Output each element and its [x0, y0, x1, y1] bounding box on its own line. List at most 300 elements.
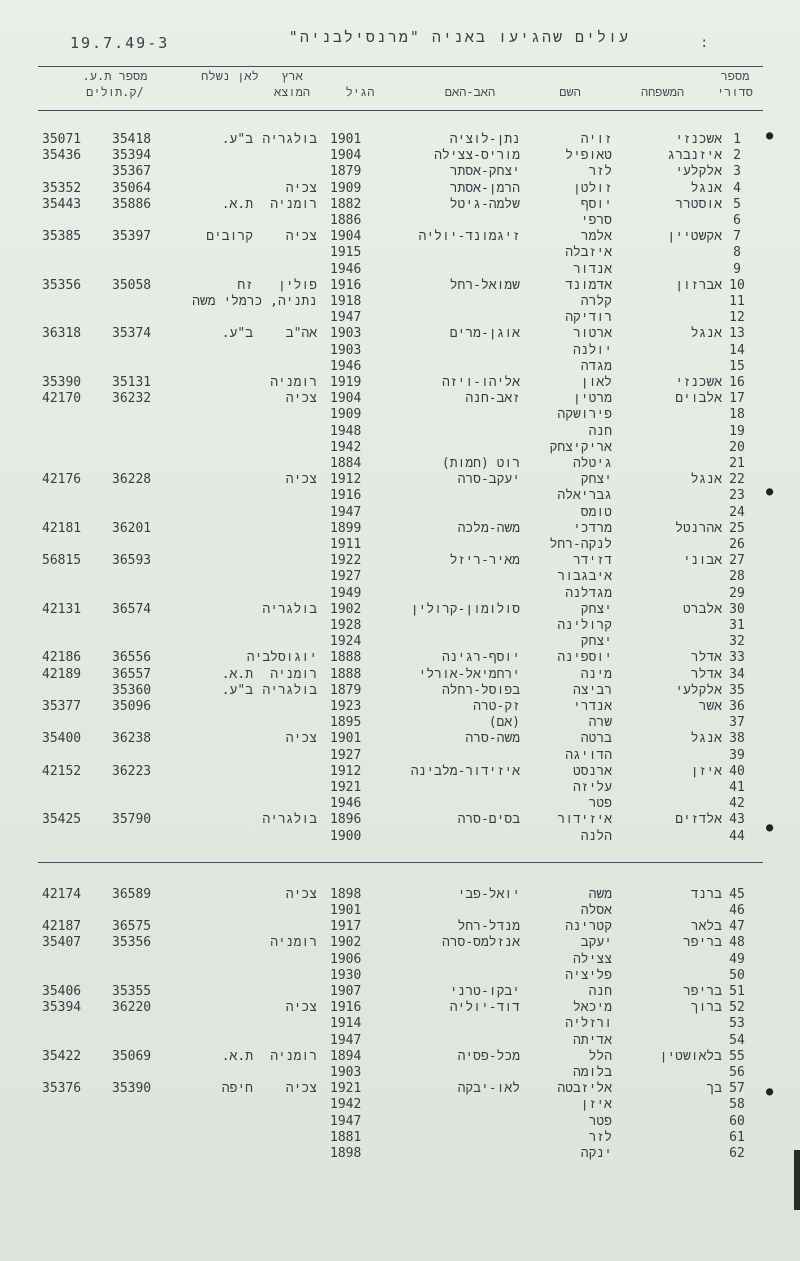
- header-rule: [38, 110, 763, 111]
- row-te-number: 35069: [112, 1048, 152, 1064]
- row-serial: 55: [729, 1048, 745, 1064]
- row-serial: 61: [729, 1129, 745, 1145]
- table-row: [0, 602, 800, 618]
- row-te-number: 36201: [112, 520, 152, 536]
- table-row: [0, 245, 800, 261]
- row-first-name: יצחק: [580, 472, 612, 488]
- row-parents: יעקב-סרה: [457, 472, 520, 488]
- row-first-name: בלומה: [572, 1065, 612, 1080]
- row-first-name: גיטלה: [572, 456, 612, 471]
- row-birth-year: 1948: [330, 423, 362, 439]
- row-serial: 50: [729, 967, 745, 983]
- row-kt-number: 42152: [42, 763, 82, 779]
- row-serial: 6: [733, 213, 741, 228]
- row-te-number: 35394: [112, 148, 152, 164]
- row-family-name: אלקלעי: [675, 682, 722, 698]
- row-kt-number: 35352: [42, 180, 82, 196]
- table-row: [0, 829, 800, 845]
- row-first-name: הלנה: [580, 828, 612, 844]
- row-serial: 36: [729, 699, 745, 714]
- row-birth-year: 1928: [330, 618, 362, 633]
- row-family-name: אדלר: [690, 650, 722, 666]
- row-serial: 13: [729, 326, 745, 342]
- row-kt-number: 42181: [42, 520, 82, 536]
- row-kt-number: 35394: [42, 1000, 82, 1016]
- row-te-number: 36589: [112, 886, 152, 902]
- row-country: נתניה, כרמלי משה: [192, 294, 317, 309]
- row-serial: 2: [733, 148, 741, 164]
- row-first-name: יוסף: [580, 196, 612, 212]
- row-destination: ת.א.: [221, 666, 253, 682]
- row-family-name: אשכנזי: [675, 375, 722, 390]
- row-serial: 11: [729, 294, 745, 309]
- row-first-name: אריקיצחק: [549, 439, 612, 455]
- table-row: [0, 181, 800, 197]
- row-first-name: זולטן: [572, 180, 612, 196]
- table-row: [0, 903, 800, 919]
- row-birth-year: 1904: [330, 148, 362, 164]
- row-first-name: פירושקה: [557, 407, 612, 423]
- col-header-departure: לאן נשלח: [201, 69, 259, 83]
- row-parents: יוסף-רגינה: [441, 650, 520, 666]
- row-kt-number: 35406: [42, 984, 82, 999]
- row-first-name: טאופיל: [565, 148, 612, 164]
- row-family-name: אהרנטל: [675, 520, 722, 536]
- row-birth-year: 1901: [330, 731, 362, 747]
- table-row: [0, 488, 800, 504]
- row-destination: ת.א.: [221, 196, 253, 212]
- row-destination: ת.א.: [221, 1048, 253, 1064]
- row-serial: 26: [729, 537, 745, 552]
- row-birth-year: 1947: [330, 1032, 362, 1048]
- table-row: [0, 1065, 800, 1081]
- row-first-name: יולנה: [572, 342, 612, 358]
- row-kt-number: 42186: [42, 650, 82, 666]
- row-serial: 54: [729, 1032, 745, 1048]
- table-row: [0, 326, 800, 342]
- row-first-name: אסלה: [580, 903, 612, 918]
- row-birth-year: 1923: [330, 699, 362, 714]
- row-kt-number: 42131: [42, 601, 82, 617]
- table-row: [0, 148, 800, 164]
- row-country: בולגריה: [262, 812, 317, 828]
- col-header-country: ארץ המוצא: [273, 69, 310, 99]
- row-parents: הרמן-אסתר: [449, 180, 520, 196]
- row-serial: 15: [729, 358, 745, 374]
- row-serial: 32: [729, 634, 745, 650]
- table-row: [0, 650, 800, 666]
- row-birth-year: 1896: [330, 812, 362, 828]
- row-parents: יצחק-אסתר: [449, 164, 520, 180]
- table-row: [0, 1146, 800, 1162]
- row-te-number: 35355: [112, 984, 152, 999]
- row-first-name: הדויגה: [565, 747, 612, 763]
- row-parents: לאו-יבקה: [457, 1081, 520, 1097]
- row-parents: אוגן-מרים: [449, 326, 520, 342]
- row-birth-year: 1912: [330, 763, 362, 779]
- row-first-name: זויה: [580, 132, 612, 147]
- row-first-name: ברטה: [580, 731, 612, 747]
- row-serial: 18: [729, 407, 745, 423]
- row-family-name: אברזון: [675, 277, 722, 293]
- row-country: בולגריה: [262, 601, 317, 617]
- row-serial: 45: [729, 886, 745, 902]
- row-family-name: בלאושטין: [659, 1048, 722, 1064]
- row-country: רומניה: [270, 935, 317, 951]
- row-birth-year: 1916: [330, 488, 362, 504]
- row-country: רומניה: [270, 196, 317, 212]
- row-first-name: רודיקה: [565, 310, 612, 326]
- row-serial: 52: [729, 1000, 745, 1016]
- row-family-name: אלברט: [682, 601, 722, 617]
- row-serial: 34: [729, 666, 745, 682]
- row-te-number: 35397: [112, 229, 152, 245]
- row-parents: משה-סרה: [465, 731, 520, 747]
- row-birth-year: 1942: [330, 439, 362, 455]
- row-family-name: אנגל: [690, 180, 722, 196]
- row-family-name: אשכנזי: [675, 132, 722, 147]
- row-birth-year: 1921: [330, 780, 362, 795]
- row-family-name: בריפר: [682, 935, 722, 951]
- row-serial: 27: [729, 553, 745, 569]
- row-country: רומניה: [270, 375, 317, 390]
- row-birth-year: 1946: [330, 358, 362, 374]
- row-family-name: איזן: [690, 763, 722, 779]
- row-country: בולגריה: [262, 682, 317, 698]
- table-row: [0, 569, 800, 585]
- row-birth-year: 1894: [330, 1048, 362, 1064]
- row-first-name: פטר: [588, 796, 612, 812]
- row-serial: 28: [729, 569, 745, 585]
- row-serial: 31: [729, 618, 745, 633]
- row-parents: מנדל-רחל: [457, 919, 520, 935]
- row-birth-year: 1947: [330, 504, 362, 520]
- row-serial: 46: [729, 903, 745, 918]
- row-parents: מאיר-ריזל: [449, 553, 520, 569]
- row-te-number: 36556: [112, 650, 152, 666]
- table-row: [0, 197, 800, 213]
- row-te-number: 36232: [112, 391, 152, 407]
- row-birth-year: 1946: [330, 796, 362, 812]
- row-birth-year: 1947: [330, 310, 362, 326]
- row-birth-year: 1903: [330, 326, 362, 342]
- row-first-name: חנה: [588, 423, 612, 439]
- col-header-family: המשפחה: [640, 85, 685, 99]
- row-first-name: מגדלנה: [565, 585, 612, 601]
- row-first-name: משה: [588, 886, 612, 902]
- row-serial: 60: [729, 1113, 745, 1129]
- scan-edge: [794, 1150, 800, 1210]
- row-te-number: 35058: [112, 277, 152, 293]
- row-birth-year: 1884: [330, 456, 362, 471]
- row-kt-number: 35071: [42, 132, 82, 147]
- row-parents: משה-מלכה: [457, 520, 520, 536]
- row-birth-year: 1909: [330, 180, 362, 196]
- row-first-name: איבגבור: [557, 569, 612, 585]
- row-te-number: 36574: [112, 601, 152, 617]
- row-birth-year: 1901: [330, 132, 362, 147]
- table-row: [0, 699, 800, 715]
- table-row: [0, 472, 800, 488]
- table-row: [0, 391, 800, 407]
- row-kt-number: 42189: [42, 666, 82, 682]
- table-row: [0, 359, 800, 375]
- row-serial: 41: [729, 780, 745, 795]
- col-header-serial: מספר סדורי: [716, 69, 753, 99]
- row-first-name: לזר: [588, 164, 612, 180]
- row-serial: 30: [729, 601, 745, 617]
- table-row: [0, 407, 800, 423]
- row-birth-year: 1907: [330, 984, 362, 999]
- row-serial: 19: [729, 423, 745, 439]
- row-first-name: אלמר: [580, 229, 612, 245]
- row-birth-year: 1902: [330, 935, 362, 951]
- row-first-name: מגדה: [580, 358, 612, 374]
- row-te-number: 35360: [112, 682, 152, 698]
- row-te-number: 36593: [112, 553, 152, 569]
- row-family-name: אלדזים: [675, 812, 722, 828]
- row-birth-year: 1949: [330, 585, 362, 601]
- row-country: אה"ב: [285, 326, 317, 342]
- row-parents: רוט (חמות): [441, 456, 520, 471]
- row-serial: 35: [729, 682, 745, 698]
- row-serial: 44: [729, 828, 745, 844]
- row-serial: 53: [729, 1016, 745, 1032]
- table-row: [0, 213, 800, 229]
- row-serial: 37: [729, 715, 745, 731]
- row-kt-number: 35377: [42, 699, 82, 714]
- col-header-age: הגיל: [345, 85, 375, 99]
- row-birth-year: 1912: [330, 472, 362, 488]
- row-te-number: 36220: [112, 1000, 152, 1016]
- row-serial: 58: [729, 1097, 745, 1113]
- row-serial: 49: [729, 951, 745, 967]
- row-birth-year: 1942: [330, 1097, 362, 1113]
- table-row: [0, 1081, 800, 1097]
- row-birth-year: 1904: [330, 229, 362, 245]
- row-birth-year: 1927: [330, 569, 362, 585]
- row-first-name: ורזליה: [565, 1016, 612, 1032]
- row-country: צכיה: [285, 391, 317, 407]
- row-family-name: בך: [706, 1081, 722, 1097]
- row-serial: 20: [729, 439, 745, 455]
- table-row: [0, 343, 800, 359]
- row-birth-year: 1906: [330, 951, 362, 967]
- row-serial: 51: [729, 984, 745, 999]
- row-birth-year: 1902: [330, 601, 362, 617]
- row-first-name: טומס: [580, 504, 612, 520]
- row-te-number: 35096: [112, 699, 152, 714]
- row-first-name: ארטור: [572, 326, 612, 342]
- row-serial: 7: [733, 229, 741, 245]
- table-row: [0, 310, 800, 326]
- table-row: [0, 935, 800, 951]
- table-row: [0, 683, 800, 699]
- row-te-number: 35418: [112, 132, 152, 147]
- row-first-name: דזידר: [572, 553, 612, 569]
- row-first-name: אדמונד: [565, 277, 612, 293]
- row-parents: יואל-פבי: [457, 886, 520, 902]
- row-birth-year: 1898: [330, 886, 362, 902]
- row-parents: ירחמיאל-אורלי: [418, 666, 520, 682]
- header-date: 19.7.49-3: [70, 34, 170, 52]
- row-serial: 43: [729, 812, 745, 828]
- row-birth-year: 1916: [330, 277, 362, 293]
- row-parents: יבקו-טרני: [449, 984, 520, 999]
- row-parents: אליהו-ויזה: [441, 375, 520, 390]
- row-serial: 48: [729, 935, 745, 951]
- row-parents: זיגמונד-יוליה: [418, 229, 520, 245]
- header-title: עולים שהגיעו באניה "מרנסילבניה": [288, 28, 630, 46]
- row-parents: סולומון-קרולין: [410, 601, 520, 617]
- row-parents: בסים-סרה: [457, 812, 520, 828]
- row-serial: 14: [729, 342, 745, 358]
- row-first-name: איזידור: [557, 812, 612, 828]
- row-family-name: אלבוים: [675, 391, 722, 407]
- row-first-name: גבריאלה: [557, 488, 612, 504]
- row-birth-year: 1888: [330, 666, 362, 682]
- row-te-number: 35886: [112, 196, 152, 212]
- row-te-number: 36238: [112, 731, 152, 747]
- row-birth-year: 1903: [330, 342, 362, 358]
- row-serial: 22: [729, 472, 745, 488]
- row-first-name: מינה: [580, 666, 612, 682]
- table-row: [0, 715, 800, 731]
- row-family-name: אנגל: [690, 326, 722, 342]
- row-serial: 17: [729, 391, 745, 407]
- row-destination: ב"ע.: [221, 132, 253, 147]
- row-country: צכיה: [285, 1000, 317, 1016]
- row-first-name: אליזבטה: [557, 1081, 612, 1097]
- row-birth-year: 1900: [330, 828, 362, 844]
- row-first-name: אנדרי: [572, 699, 612, 714]
- table-row: [0, 764, 800, 780]
- row-first-name: לאון: [580, 375, 612, 390]
- row-first-name: עליזה: [572, 780, 612, 795]
- row-destination: חיפה: [221, 1081, 253, 1097]
- row-first-name: סרפי: [580, 213, 612, 228]
- hole-punch-mark: ●: [766, 1084, 774, 1098]
- top-rule: [38, 66, 763, 67]
- hole-punch-mark: ●: [766, 128, 774, 142]
- table-row: [0, 731, 800, 747]
- row-serial: 39: [729, 747, 745, 763]
- table-row: [0, 278, 800, 294]
- row-birth-year: 1922: [330, 553, 362, 569]
- table-row: [0, 440, 800, 456]
- row-first-name: איזן: [580, 1097, 612, 1113]
- row-first-name: חנה: [588, 984, 612, 999]
- row-first-name: פטר: [588, 1113, 612, 1129]
- row-birth-year: 1918: [330, 294, 362, 309]
- row-first-name: קלרה: [580, 294, 612, 309]
- col-header-numbers: מספר ת.ע. /ק.תולים: [82, 69, 148, 99]
- row-birth-year: 1895: [330, 715, 362, 731]
- row-te-number: 36575: [112, 919, 152, 935]
- row-family-name: אלקלעי: [675, 164, 722, 180]
- row-birth-year: 1909: [330, 407, 362, 423]
- row-te-number: 35790: [112, 812, 152, 828]
- row-kt-number: 35436: [42, 148, 82, 164]
- row-kt-number: 56815: [42, 553, 82, 569]
- row-family-name: ברוך: [690, 1000, 722, 1016]
- row-kt-number: 42187: [42, 919, 82, 935]
- row-first-name: מיכאל: [572, 1000, 612, 1016]
- row-first-name: הלל: [588, 1048, 612, 1064]
- row-kt-number: 35400: [42, 731, 82, 747]
- table-row: [0, 456, 800, 472]
- row-kt-number: 35422: [42, 1048, 82, 1064]
- row-birth-year: 1899: [330, 520, 362, 536]
- row-family-name: אוסטרר: [675, 196, 722, 212]
- row-birth-year: 1917: [330, 919, 362, 935]
- row-kt-number: 35390: [42, 375, 82, 390]
- row-family-name: בריפר: [682, 984, 722, 999]
- section-rule: [38, 862, 763, 863]
- row-first-name: יצחק: [580, 634, 612, 650]
- row-serial: 40: [729, 763, 745, 779]
- row-birth-year: 1879: [330, 682, 362, 698]
- table-row: [0, 796, 800, 812]
- row-first-name: ארנסט: [572, 763, 612, 779]
- table-row: [0, 1097, 800, 1113]
- row-kt-number: 35407: [42, 935, 82, 951]
- row-birth-year: 1947: [330, 1113, 362, 1129]
- row-birth-year: 1879: [330, 164, 362, 180]
- row-family-name: אקשטיין: [667, 229, 722, 245]
- row-kt-number: 35376: [42, 1081, 82, 1097]
- row-birth-year: 1903: [330, 1065, 362, 1080]
- row-country: צכיה: [285, 731, 317, 747]
- col-header-first: השם: [559, 85, 581, 99]
- row-serial: 5: [733, 196, 741, 212]
- row-serial: 25: [729, 520, 745, 536]
- row-country: רומניה: [270, 666, 317, 682]
- row-serial: 21: [729, 456, 745, 471]
- row-serial: 1: [733, 132, 741, 147]
- row-birth-year: 1921: [330, 1081, 362, 1097]
- row-first-name: יצחק: [580, 601, 612, 617]
- row-country: צכיה: [285, 1081, 317, 1097]
- row-serial: 12: [729, 310, 745, 326]
- row-serial: 8: [733, 245, 741, 261]
- row-parents: זאב-חנה: [465, 391, 520, 407]
- table-row: [0, 375, 800, 391]
- row-serial: 38: [729, 731, 745, 747]
- row-birth-year: 1904: [330, 391, 362, 407]
- row-first-name: אנדור: [572, 261, 612, 277]
- row-te-number: 36557: [112, 666, 152, 682]
- row-birth-year: 1914: [330, 1016, 362, 1032]
- table-row: [0, 634, 800, 650]
- row-te-number: 36223: [112, 763, 152, 779]
- row-kt-number: 42176: [42, 472, 82, 488]
- table-row: [0, 424, 800, 440]
- row-parents: מכל-פסיה: [457, 1048, 520, 1064]
- row-first-name: קרולינה: [557, 618, 612, 633]
- row-parents: איזידור-מלבינה: [410, 763, 520, 779]
- row-birth-year: 1930: [330, 967, 362, 983]
- table-row: [0, 919, 800, 935]
- row-parents: נתן-לוציה: [449, 132, 520, 147]
- row-kt-number: 42170: [42, 391, 82, 407]
- row-birth-year: 1886: [330, 213, 362, 228]
- row-serial: 10: [729, 277, 745, 293]
- row-first-name: קטרינה: [565, 919, 612, 935]
- table-row: [0, 618, 800, 634]
- row-kt-number: 36318: [42, 326, 82, 342]
- hole-punch-mark: ●: [766, 820, 774, 834]
